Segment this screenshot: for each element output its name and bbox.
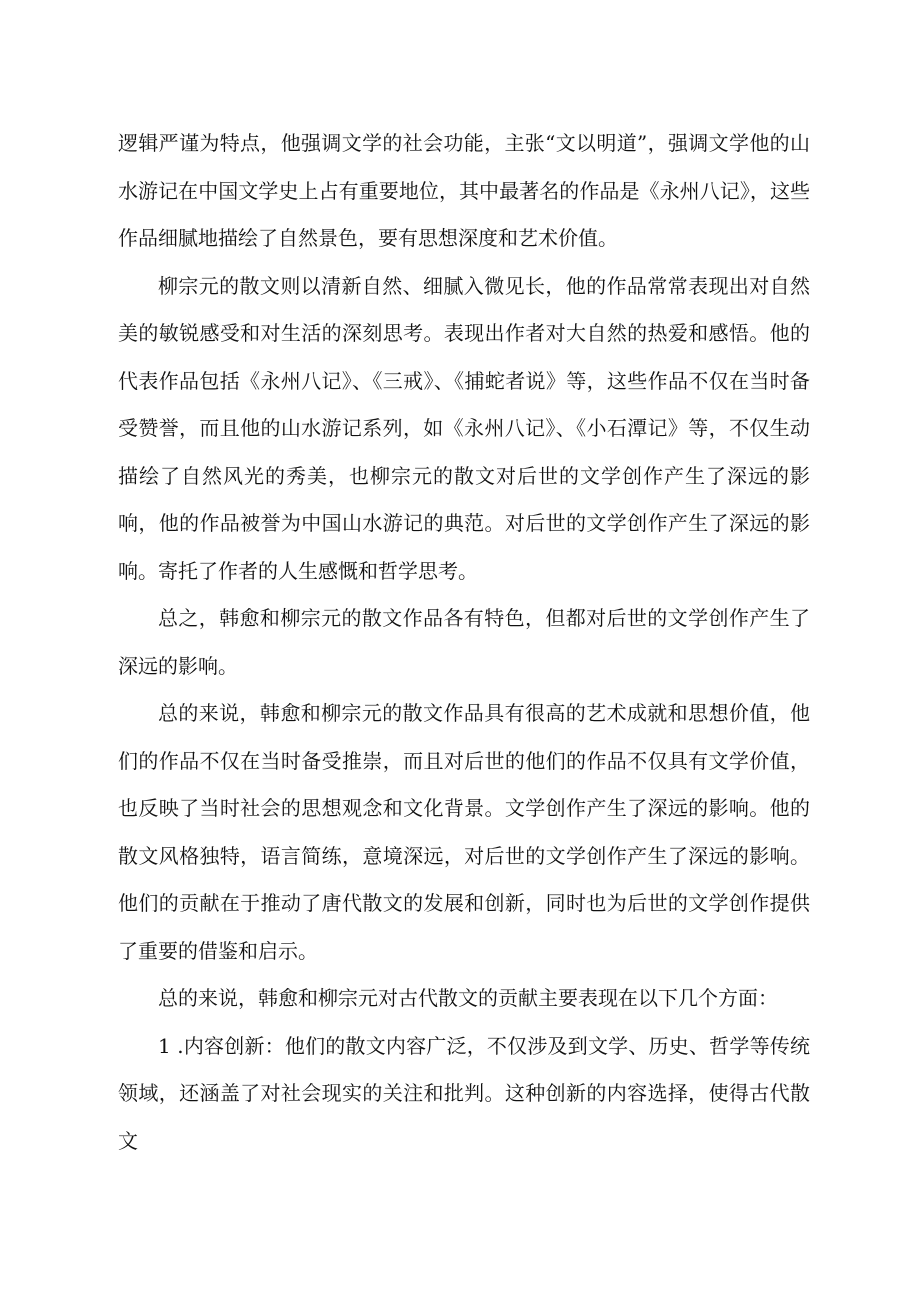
- paragraph-6: 1 .内容创新：他们的散文内容广泛，不仅涉及到文学、历史、哲学等传统领域，还涵盖了对社会现实的关注和批判。这种创新的内容选择，使得古代散文: [118, 1033, 810, 1153]
- paragraph-4: 总的来说，韩愈和柳宗元的散文作品具有很高的艺术成就和思想价值，他们的作品不仅在当时备受推崇，而且对后世的他们的作品不仅具有文学价值，也反映了当时社会的思想观念和文化背景。文学创作产生了深远的影响。他的散文风格独特，语言简练，意境深远，对后世的文学创作产生了深远的影响。他们的贡献在于推动了唐代散文的发展和创新，同时也为后世的文学创作提供了重要的借鉴和启示。: [118, 701, 810, 963]
- paragraph-2: 柳宗元的散文则以清新自然、细腻入微见长，他的作品常常表现出对自然美的敏锐感受和对生活的深刻思考。表现出作者对大自然的热爱和感悟。他的代表作品包括《永州八记》、《三戒》、《捕蛇者说》等，这些作品不仅在当时备受赞誉，而且他的山水游记系列，如《永州八记》、《小石潭记》等，不仅生动描绘了自然风光的秀美，也柳宗元的散文对后世的文学创作产生了深远的影响，他的作品被誉为中国山水游记的典范。对后世的文学创作产生了深远的影响。寄托了作者的人生感慨和哲学思考。: [118, 273, 810, 583]
- paragraph-1: 逻辑严谨为特点，他强调文学的社会功能，主张“文以明道”，强调文学他的山水游记在中国文学史上占有重要地位，其中最著名的作品是《永州八记》，这些作品细腻地描绘了自然景色，要有思想深度和艺术价值。: [118, 131, 810, 250]
- paragraph-5: 总的来说，韩愈和柳宗元对古代散文的贡献主要表现在以下几个方面：: [158, 986, 778, 1010]
- document-body: [118, 120, 810, 1165]
- paragraph-3: 总之，韩愈和柳宗元的散文作品各有特色，但都对后世的文学创作产生了深远的影响。: [118, 606, 810, 678]
